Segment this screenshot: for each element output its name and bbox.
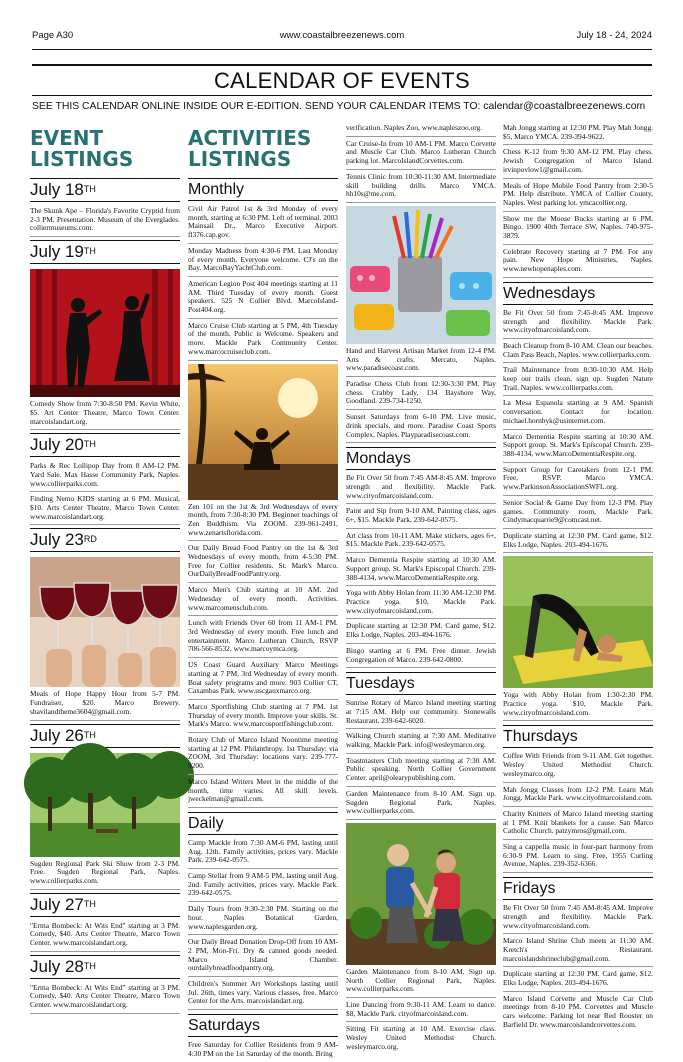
activity-item: American Legion Post 404 meetings starting at 11 AM. Third Tuesday of every month. Guest speakers. 525 N Collier Blvd. MarcoIsland-Post404.org. [188, 280, 338, 319]
wine-glasses-icon [30, 557, 180, 687]
activity-item: Our Daily Bread Food Pantry on the 1st & 3rd Wednesdays of every month, from 4-5:30 PM. Free for Collier residents. St. Mark's Marco. OurDailyBreadFoodPantry.org. [188, 544, 338, 583]
activity-item: Lunch with Friends Over 60 from 11 AM-1 PM. 3rd Wednesday of every month. Free lunch and entertainment. Marco Lutheran Church, RSVP 706-566-8532. www.marcoymca.org. [188, 619, 338, 658]
date-july-28: July 28TH [30, 955, 180, 979]
activity-item: Rotary Club of Marco Island Noontime meeting starting at 12 PM. Philanthropy. 1st Thursday: via ZOOM. 3rd Thursday: locations vary. 239-777-9200. [188, 736, 338, 775]
activity-item: Marco Island Writers Meet in the middle of the month, time varies. All skill levels. jweckelman@gmail.com. [188, 778, 338, 808]
event-item: Finding Nemo KIDS starting at 6 PM. Musical, $10. Arts Center Theatre, Marco Town Center. www.marcoislandart.org. [30, 495, 180, 525]
event-item: Meals of Hope Happy Hour from 5-7 PM. Fundraiser, $20. Marco Brewery. shavilandtheme3604@gmail.com. [30, 690, 180, 720]
title-rule-top [32, 64, 652, 66]
section-monthly: Monthly [188, 178, 338, 201]
activity-item: Beach Cleanup from 8-10 AM. Clean our beaches. Clam Pass Beach, Naples. www.collierparks.com. [503, 342, 653, 363]
section-tuesdays: Tuesdays [346, 672, 496, 695]
title-rule-bottom [32, 95, 652, 96]
page-number: Page A30 [32, 30, 74, 41]
date-july-27: July 27TH [30, 893, 180, 917]
event-listings-heading: EVENT LISTINGS [30, 126, 134, 171]
activity-item: Duplicate starting at 12:30 PM. Card game, $12. Elks Lodge, Naples. 203-494-1676. [503, 532, 653, 553]
activity-item: Sunset Saturdays from 6-10 PM. Live music, drink specials, and more. Paradise Coast Sports Complex, Naples. Playparadisecoast.com. [346, 413, 496, 443]
activity-item: Yoga with Abby Holan from 11:30 AM-12:30 PM. Practice yoga. $10, Mackle Park. www.cityofmarcoisland.com. [346, 589, 496, 619]
activity-item: Duplicate starting at 12:30 PM. Card game, $12. Elks Lodge, Naples. 203-494-1676. [503, 970, 653, 991]
activity-item: Celebrate Recovery starting at 7 PM. For any pain. New Hope Ministries, Naples. www.newhopenaples.com. [503, 248, 653, 278]
activity-item: Show me the Moose Bucks starting at 6 PM. Bingo. 1900 40th Terrace SW, Naples. 740-975-3879. [503, 215, 653, 245]
activity-item: La Mesa Espanola starting at 9 AM. Spanish conversation. Contact for location. michael.hornbyk@usinternet.com. [503, 399, 653, 429]
art-supplies-icon [346, 206, 496, 344]
event-item: Parks & Rec Lollipop Day from 8 AM-12 PM. Yard Sale. Max Hasse Community Park, Naples. www.collierparks.com. [30, 462, 180, 492]
activity-item: Marco Men's Club starting at 10 AM. 2nd Wednesday of every month. Activities. www.marcomensclub.com. [188, 586, 338, 616]
date-july-18: July 18TH [30, 178, 180, 202]
activity-item: Walking Church starting at 7:30 AM. Meditative walking. Mackle Park. info@wesleymarco.org. [346, 732, 496, 753]
activity-item: Sitting Fit starting at 10 AM. Exercise class. Wesley United Methodist Church. wesleymarco.org. [346, 1024, 496, 1051]
activity-item: Camp Stellar from 9 AM-5 PM, lasting until Aug. 2nd. Family activities, prices vary. Mackle Park. 239-642-0575. [188, 872, 338, 902]
activity-item: Car Cruise-In from 10 AM-1 PM. Marco Corvette and Muscle Car Club. Marco Lutheran Church parking lot. MarcoIslandCorvettes.com. [346, 140, 496, 170]
activity-item: Daily Tours from 9:30-2:30 PM. Starting on the hour. Naples Botanical Garden, www.naplesgarden.org. [188, 905, 338, 935]
yoga-mat-icon [503, 556, 653, 688]
date-july-20: July 20TH [30, 433, 180, 457]
activity-item: Tennis Clinic from 10:30-11:30 AM. Intermediate skill building drills. Marco YMCA. hh10s@me.com. [346, 173, 496, 203]
event-item: "Erma Bombeck: At Wits End" starting at 3 PM. Comedy, $40. Arts Center Theatre, Marco Town Center. www.marcoislandart.org. [30, 922, 180, 952]
activity-item: Line Dancing from 9:30-11 AM. Learn to dance. $8, Mackle Park. cityofmarcoisland.com. [346, 1001, 496, 1022]
activity-item: Sunrise Rotary of Marco Island meeting starting at 7:15 AM. Help our community. Stonewalls Restaurant. 239-642-6020. [346, 699, 496, 729]
gardening-icon [346, 823, 496, 965]
theater-icon [30, 269, 180, 397]
activity-item: Support Group for Caretakers from 12-1 PM. Free, RSVP. Marco YMCA. www.ParkinsonAssociationSWFL.org. [503, 466, 653, 496]
activity-item: Garden Maintenance from 8-10 AM. Sign up. Sugden Regional Park, Naples. www.collierparks.com. [346, 790, 496, 820]
activity-item: Be Fit Over 50 from 7:45 AM-8:45 AM. Improve strength and flexibility. Mackle Park. www.cityofmarcoisland.com. [503, 904, 653, 934]
column-activities-weekly [503, 123, 653, 1029]
section-wednesdays: Wednesdays [503, 282, 653, 305]
activity-item: Our Daily Bread Donation Drop-Off from 10 AM-2 PM, Mon-Fri. Dry & canned goods needed. Marco Island Chamber. ourdailybreadfoodpantry.org. [188, 938, 338, 977]
activity-item: Bingo starting at 6 PM. Free dinner. Jewish Congregation of Marco. 239-642-0800. [346, 647, 496, 668]
activity-item: Coffee With Friends from 9-11 AM. Get together. Wesley United Methodist Church. wesleymarco.org. [503, 752, 653, 782]
activity-item: Trail Maintenance from 8:30-10:30 AM. Help keep our trails clean, sign up. Sugden Nature Trail, Naples. www.collierparks.com. [503, 366, 653, 396]
activity-item: Marco Dementia Respite starting at 10:30 AM. Support group. St. Mark's Episcopal Church. 239-388-4134, www.MarcoDementiaRespite.org. [503, 433, 653, 463]
activity-item: Charity Knitters of Marco Island meeting starting at 1 PM. Knit blankets for a cause. San Marco Catholic Church. patzymros@gmail.com. [503, 810, 653, 840]
activity-item: Meals of Hope Mobile Food Pantry from 2:30-5 PM. Help distribute. YMCA of Collier County, Naples. West parking lot. ymcacollier.org. [503, 182, 653, 212]
activity-item: Hand and Harvest Artisan Market from 12-4 PM. Arts & crafts. Mercato, Naples. www.paradisecoast.com. [346, 347, 496, 377]
activities-listings-heading: ACTIVITIES LISTINGS [188, 126, 312, 171]
activity-item: Marco Island Shrine Club meets at 11:30 AM. Kretch's Restaurant. marcoislandshrineclub@gmail.com. [503, 937, 653, 967]
activity-item: Yoga with Abby Holan from 1:30-2:30 PM. Practice yoga. $10, Mackle Park. www.cityofmarcoisland.com. [503, 691, 653, 721]
activity-item: Paradise Chess Club from 12:30-3:30 PM. Play chess. Crabby Lady, 134 Bayshore Way, Goodland. 239-734-1250. [346, 380, 496, 410]
activity-item: Zen 101 on the 1st & 3rd Wednesdays of every month, from 7:30-8:30 PM. Beginner teachings of Zen Buddhism. Via ZOOM. 239-961-2491, www.zenartsflorida.com. [188, 503, 338, 542]
activity-item: Art class from 10-11 AM. Make stickers, ages 6+, $15. Mackle Park. 239-642-0575. [346, 532, 496, 553]
column-event-listings [30, 124, 180, 1014]
issue-date: July 18 - 24, 2024 [576, 30, 652, 41]
date-july-19: July 19TH [30, 240, 180, 264]
section-thursdays: Thursdays [503, 725, 653, 748]
activity-item: Paint and Sip from 9-10 AM. Painting class, ages 6+, $15. Mackle Park. 239-642-0575. [346, 507, 496, 528]
activity-item: Marco Dementia Respite starting at 10:30 AM. Support group. St. Mark's Episcopal Church. 239-388-4134, www.MarcoDementiaRespite.org. [346, 556, 496, 586]
activity-item: Monday Madness from 4:30-6 PM. Last Monday of every month. Everyone welcome. CJ's on the Bay. MarcoBayYachtClub.com. [188, 247, 338, 277]
page-title: CALENDAR OF EVENTS [213, 68, 470, 93]
activity-item: Mah Jongg starting at 12:30 PM. Play Mah Jongg. $5, Marco YMCA. 239-394-9622. [503, 124, 653, 145]
activity-item: Marco Island Corvette and Muscle Car Club meetings from 8-10 PM. Corvettes and Muscle cars welcome. Parking lot near Red Rooster on Barfield Dr. www.marcoislandcorvettes.com. [503, 993, 653, 1029]
column-activities-continued [346, 123, 496, 1051]
section-saturdays: Saturdays [188, 1014, 338, 1037]
activity-item: Marco Cruise Club starting at 5 PM, 4th Tuesday of the month. Public is Welcome. Speakers and more. Mackle Park Community Center. www.marcocruiseclub.com. [188, 322, 338, 361]
page-subtitle: SEE THIS CALENDAR ONLINE INSIDE OUR E-EDITION. SEND YOUR CALENDAR ITEMS TO: calendar@coastalbreezenews.com [32, 101, 646, 112]
activity-item: Camp Mackle from 7:30 AM-6 PM, lasting until Aug. 12th. Family activities, prices vary. Mackle Park. 239-642-0575. [188, 839, 338, 869]
activity-item: Free Saturday for Collier Residents from 9 AM-4:30 PM on the 1st Saturday of the month. Bring [188, 1040, 338, 1058]
activity-item: Chess K-12 from 9:30 AM-12 PM. Play chess. Jewish Congregation of Marco Island. irvinpovlow1@gmail.com. [503, 148, 653, 178]
activity-item: Toastmasters Club meeting starting at 7:30 AM. Public speaking. North Collier Government Center. april@olearypublishing.com. [346, 757, 496, 787]
section-mondays: Mondays [346, 447, 496, 470]
date-july-26: July 26TH [30, 724, 180, 748]
column-activities [188, 124, 338, 1058]
activity-item: Children's Summer Art Workshops lasting until Jul. 26th, times vary. Various classes, free. Marco Center for the Arts. marcoislandart.org. [188, 980, 338, 1010]
activity-item: Be Fit Over 50 from 7:45 AM-8:45 AM. Improve strength and flexibility. Mackle Park. www.cityofmarcoisland.com. [346, 474, 496, 504]
activity-item: Sing a cappella music in four-part harmony from 6:30-9 PM. Learn to sing. Free, 1955 Curling Avenue, Naples. 239-352-6366. [503, 843, 653, 873]
activity-item: Mah Jongg Classes from 12-2 PM. Learn Mah Jongg. Mackle Park. www.cityofmarcoisland.com. [503, 786, 653, 807]
event-item: The Skunk Ape – Florida's Favorite Cryptid from 2-3 PM. Presentation. Museum of the Everglades. colliermuseums.com. [30, 207, 180, 237]
activity-item: Be Fit Over 50 from 7:45-8:45 AM. Improve strength and flexibility. Mackle Park. www.cityofmarcoisland.com. [503, 309, 653, 339]
event-item: Comedy Show from 7:30-8:50 PM. Kevin White, $5. Art Center Theatre, Marco Town Center. marcoislandart.org. [30, 400, 180, 430]
section-fridays: Fridays [503, 877, 653, 900]
yoga-sunset-icon [188, 364, 338, 500]
activity-item: Garden Maintenance from 8-10 AM. Sign up. North Collier Regional Park, Naples. www.collierparks.com. [346, 968, 496, 998]
park-icon [30, 753, 180, 857]
event-item: "Erma Bombeck: At Wits End" starting at 3 PM. Comedy, $40. Arts Center Theatre, Marco Town Center. www.marcoislandart.org. [30, 984, 180, 1014]
activity-item: Duplicate starting at 12:30 PM. Card game, $12. Elks Lodge, Naples. 203-494-1676. [346, 622, 496, 643]
activity-item: Marco Sportfishing Club starting at 7 PM. 1st Thursday of every month. Improve your skills. St. Mark's Marco. www.marcosportfishingclub.com. [188, 703, 338, 733]
activity-item: verification. Naples Zoo, www.napleszoo.org. [346, 124, 496, 137]
site-url[interactable]: www.coastalbreezenews.com [279, 30, 405, 41]
section-daily: Daily [188, 812, 338, 835]
date-july-23: July 23RD [30, 528, 180, 552]
header-rule [32, 49, 652, 50]
activity-item: Civil Air Patrol 1st & 3rd Monday of every month, starting at 6:30 PM. Left of terminal. 2003 Mainsail Dr., Marco Executive Airport. fl376.cap.gov. [188, 205, 338, 244]
activity-item: US Coast Guard Auxiliary Marco Meetings starting at 7 PM, 3rd Wednesday of every month. Boat safety programs and more. 903 Collier CT, Caxambas Park. www.uscgauxmarco.org. [188, 661, 338, 700]
page-header [32, 30, 652, 44]
activity-item: Senior Social & Game Day from 12-3 PM. Play games. Community room, Mackle Park. Cindymacquarrie9@comcast.net. [503, 499, 653, 529]
event-item: Sugden Regional Park Ski Show from 2-3 PM. Free. Sugden Regional Park, Naples. www.collierparks.com. [30, 860, 180, 890]
